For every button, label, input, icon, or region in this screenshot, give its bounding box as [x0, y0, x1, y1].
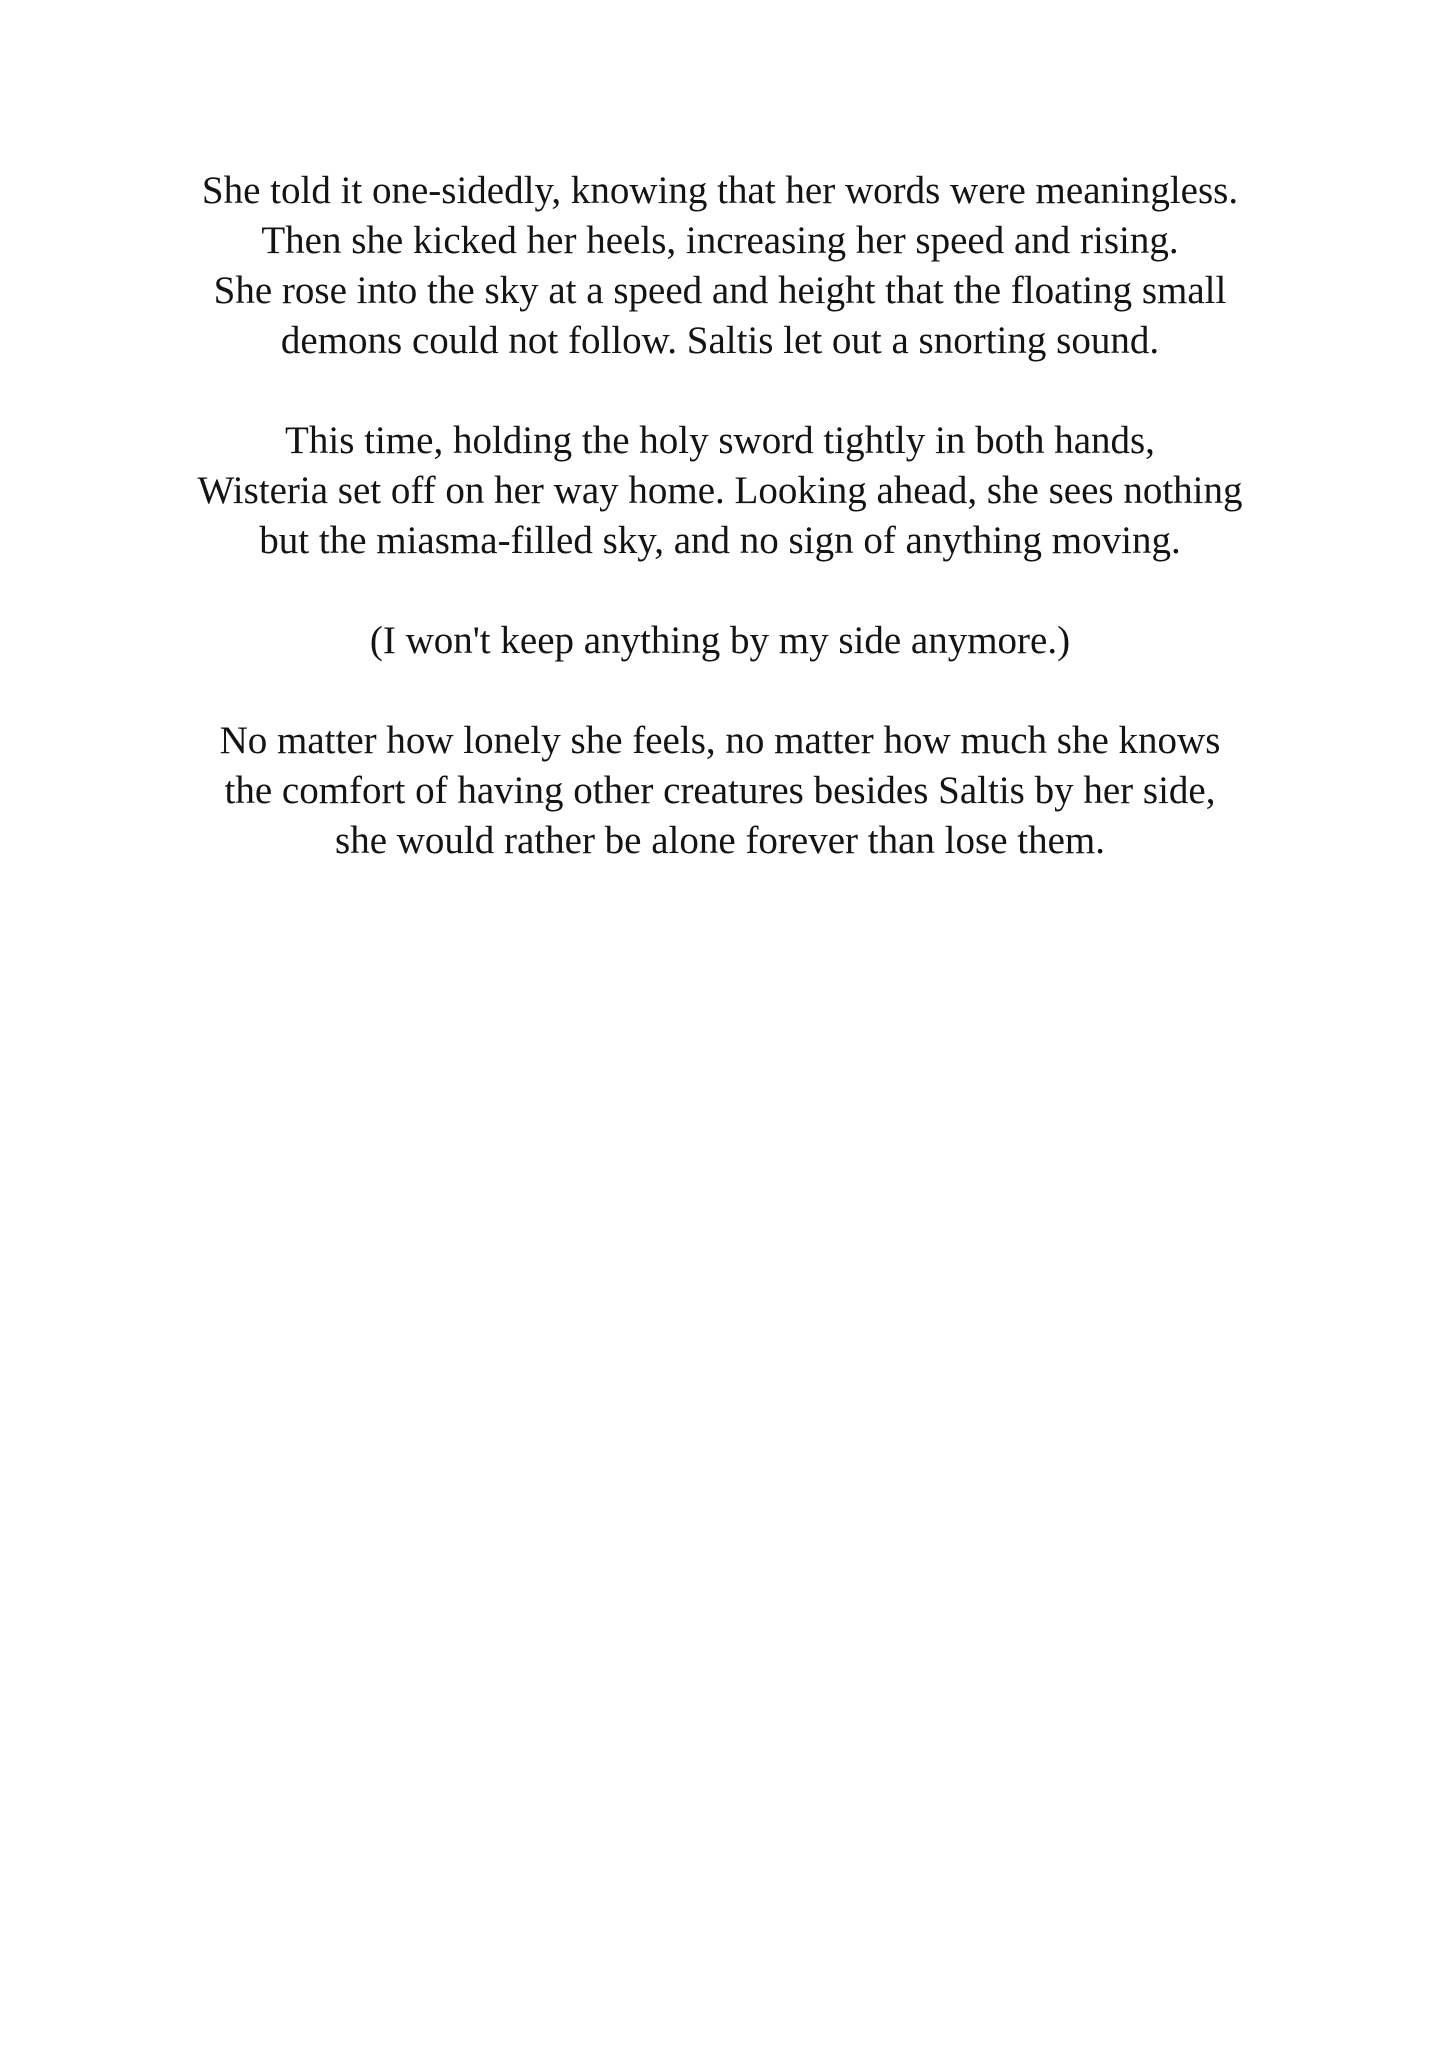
text-line: she would rather be alone forever than lose them.: [335, 819, 1105, 862]
text-line: Then she kicked her heels, increasing her speed and rising.: [261, 219, 1179, 262]
text-line: demons could not follow. Saltis let out a snorting sound.: [280, 319, 1160, 362]
text-line: No matter how lonely she feels, no matter how much she knows: [219, 719, 1221, 762]
text-line: but the miasma-filled sky, and no sign of anything moving.: [259, 519, 1181, 562]
text-line: Wisteria set off on her way home. Looking ahead, she sees nothing: [197, 469, 1243, 512]
paragraph: [80, 716, 1360, 866]
paragraph: [80, 616, 1360, 666]
text-line: She told it one-sidedly, knowing that her words were meaningless.: [201, 169, 1239, 212]
text-line: (I won't keep anything by my side anymore.): [369, 619, 1071, 662]
text-line: She rose into the sky at a speed and height that the floating small: [213, 269, 1227, 312]
page-text: [80, 166, 1360, 916]
paragraph: [80, 416, 1360, 566]
text-line: This time, holding the holy sword tightly in both hands,: [285, 419, 1155, 462]
paragraph: [80, 166, 1360, 366]
text-line: the comfort of having other creatures besides Saltis by her side,: [224, 769, 1216, 812]
